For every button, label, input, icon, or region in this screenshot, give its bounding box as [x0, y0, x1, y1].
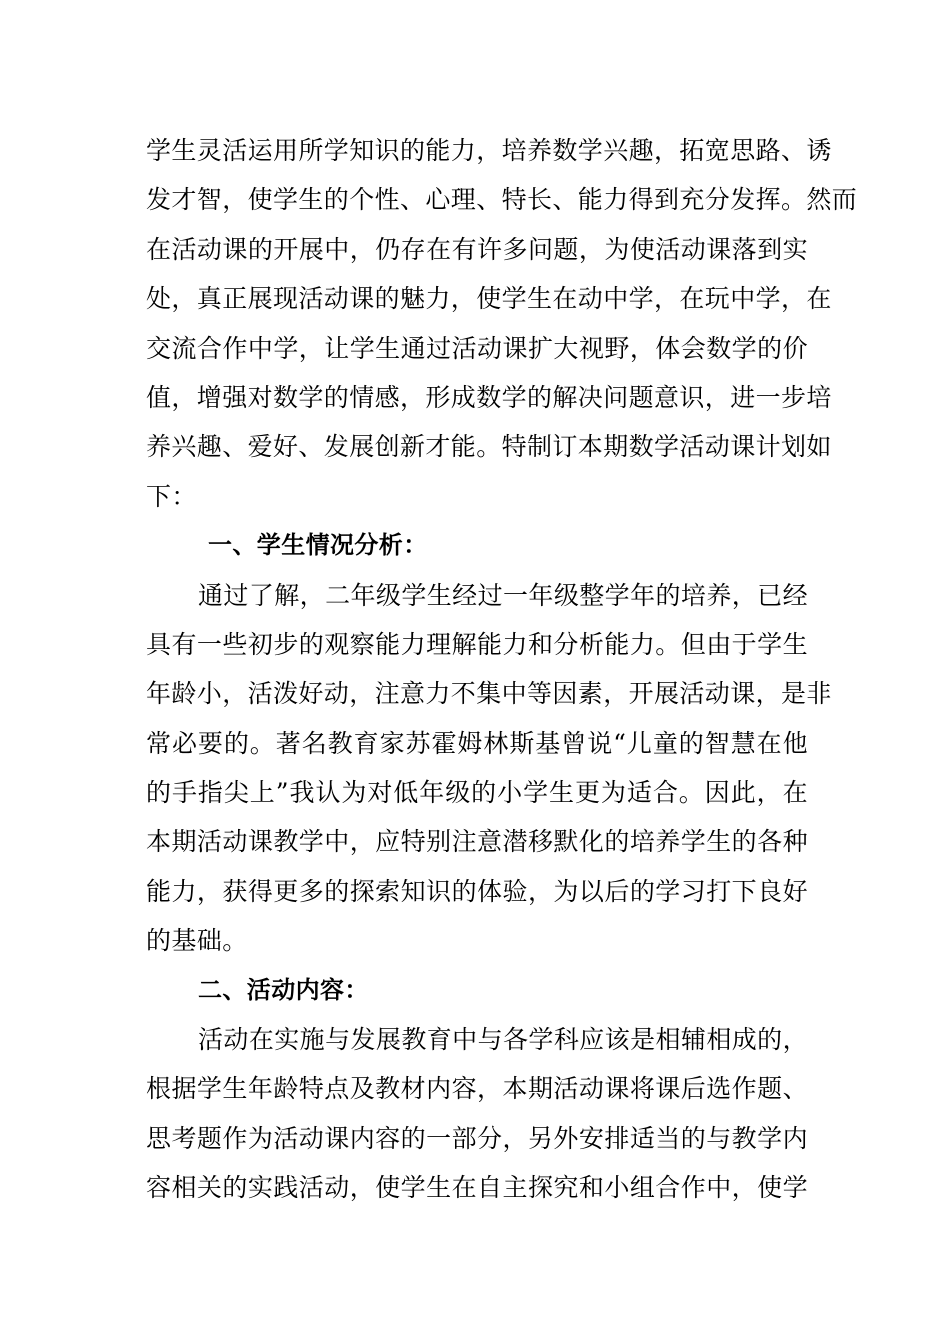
- intro-line: 养兴趣、爱好、发展创新才能。特制订本期数学活动课计划如: [146, 432, 832, 462]
- section2-line: 活动在实施与发展教育中与各学科应该是相辅相成的，: [198, 1025, 808, 1055]
- section2-line: 思考题作为活动课内容的一部分，另外安排适当的与教学内: [146, 1123, 808, 1153]
- section-heading-activity-content: 二、活动内容：: [198, 975, 369, 1004]
- section1-line: 年龄小，活泼好动，注意力不集中等因素，开展活动课，是非: [146, 679, 832, 709]
- section1-line: 通过了解，二年级学生经过一年级整学年的培养，已经: [198, 580, 808, 610]
- intro-line: 值，增强对数学的情感，形成数学的解决问题意识，进一步培: [146, 382, 832, 412]
- section1-line: 具有一些初步的观察能力理解能力和分析能力。但由于学生: [146, 629, 808, 659]
- intro-line: 学生灵活运用所学知识的能力，培养数学兴趣，拓宽思路、诱: [146, 136, 832, 165]
- section-heading-student-analysis: 一、学生情况分析：: [208, 531, 428, 560]
- section1-line: 能力，获得更多的探索知识的体验，为以后的学习打下良好: [146, 876, 808, 906]
- intro-line: 交流合作中学，让学生通过活动课扩大视野，体会数学的价: [146, 333, 808, 363]
- intro-line: 下：: [146, 481, 197, 511]
- section2-line: 根据学生年龄特点及教材内容，本期活动课将课后选作题、: [146, 1074, 808, 1104]
- section1-line: 常必要的。著名教育家苏霍姆林斯基曾说“儿童的智慧在他: [146, 728, 808, 758]
- section1-line: 本期活动课教学中，应特别注意潜移默化的培养学生的各种: [146, 827, 808, 857]
- intro-line: 发才智，使学生的个性、心理、特长、能力得到充分发挥。然而: [146, 185, 858, 215]
- document-body: [146, 126, 858, 1213]
- section2-line: 容相关的实践活动，使学生在自主探究和小组合作中，使学: [146, 1173, 808, 1203]
- intro-line: 处，真正展现活动课的魅力，使学生在动中学，在玩中学，在: [146, 284, 832, 314]
- section1-line: 的手指尖上”我认为对低年级的小学生更为适合。因此，在: [146, 778, 808, 808]
- intro-line: 在活动课的开展中，仍存在有许多问题，为使活动课落到实: [146, 234, 808, 264]
- section1-line: 的基础。: [146, 926, 248, 956]
